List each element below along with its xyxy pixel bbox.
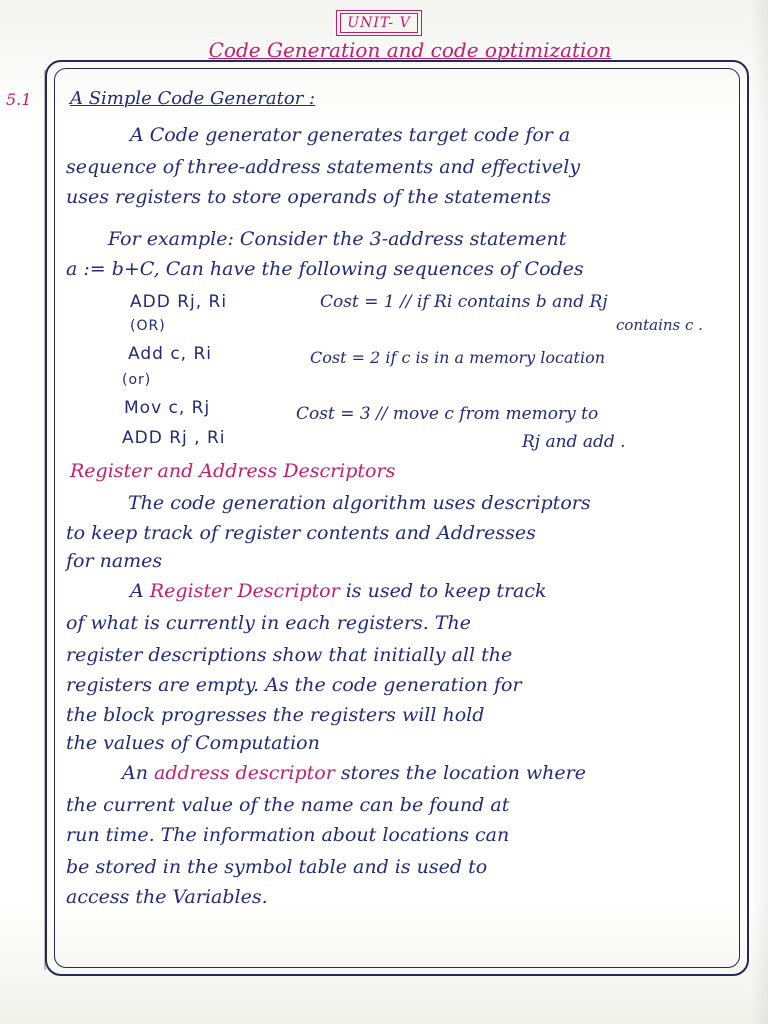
para3-line-5: access the Variables. — [66, 886, 268, 908]
intro-line-2: sequence of three-address statements and effectively — [66, 156, 581, 178]
unit-label-box — [336, 10, 422, 36]
example-line-1: For example: Consider the 3-address statement — [108, 228, 567, 250]
or-1: (OR) — [130, 318, 166, 334]
address-descriptor-term: address descriptor — [154, 762, 335, 784]
para3-line-4: be stored in the symbol table and is used to — [66, 856, 488, 878]
code-line-add-rj-ri: ADD Rj, Ri — [130, 292, 228, 312]
para3-line-2: the current value of the name can be found at — [66, 794, 510, 816]
para2-line-2: of what is currently in each registers. The — [66, 612, 471, 634]
code-line-mov-c-rj: Mov c, Rj — [124, 398, 211, 418]
example-line-2: a := b+C, Can have the following sequences of Codes — [66, 258, 584, 280]
code-line-add-c-ri: Add c, Ri — [128, 344, 213, 364]
intro-line-1: A Code generator generates target code for a — [130, 124, 571, 146]
cost-3-continued: Rj and add . — [522, 432, 626, 452]
para2-line-6: the values of Computation — [66, 732, 320, 754]
para3-line-1 — [122, 762, 586, 784]
cost-1-continued: contains c . — [616, 316, 703, 334]
para1-line-2: to keep track of register contents and Addresses — [66, 522, 536, 544]
cost-3: Cost = 3 // move c from memory to — [296, 404, 599, 424]
para2-line-1-rest: is used to keep track — [345, 580, 547, 602]
para3-line-3: run time. The information about locations can — [66, 824, 510, 846]
page-edge-shadow — [750, 0, 768, 1024]
para2-line-3: register descriptions show that initially all the — [66, 644, 513, 666]
para3-line-1-rest: stores the location where — [340, 762, 586, 784]
para2-line-4: registers are empty. As the code generation for — [66, 674, 522, 696]
unit-label: UNIT- V — [340, 13, 417, 33]
para3-prefix: An — [122, 762, 148, 784]
intro-line-3: uses registers to store operands of the statements — [66, 186, 551, 208]
cost-2: Cost = 2 if c is in a memory location — [310, 348, 606, 367]
section-number: 5.1 — [6, 90, 32, 109]
or-2: (or) — [122, 372, 152, 388]
code-line-add-rj-ri-2: ADD Rj , Ri — [122, 428, 226, 448]
chapter-title: Code Generation and code optimization — [208, 38, 612, 62]
subheading-descriptors: Register and Address Descriptors — [70, 460, 396, 482]
para2-prefix: A — [130, 580, 144, 602]
cost-1: Cost = 1 // if Ri contains b and Rj — [320, 292, 608, 312]
para2-line-1 — [130, 580, 547, 602]
register-descriptor-term: Register Descriptor — [149, 580, 340, 602]
section-title: A Simple Code Generator : — [70, 88, 316, 109]
para2-line-5: the block progresses the registers will hold — [66, 704, 485, 726]
para1-line-3: for names — [66, 550, 163, 572]
para1-line-1: The code generation algorithm uses descriptors — [128, 492, 591, 514]
